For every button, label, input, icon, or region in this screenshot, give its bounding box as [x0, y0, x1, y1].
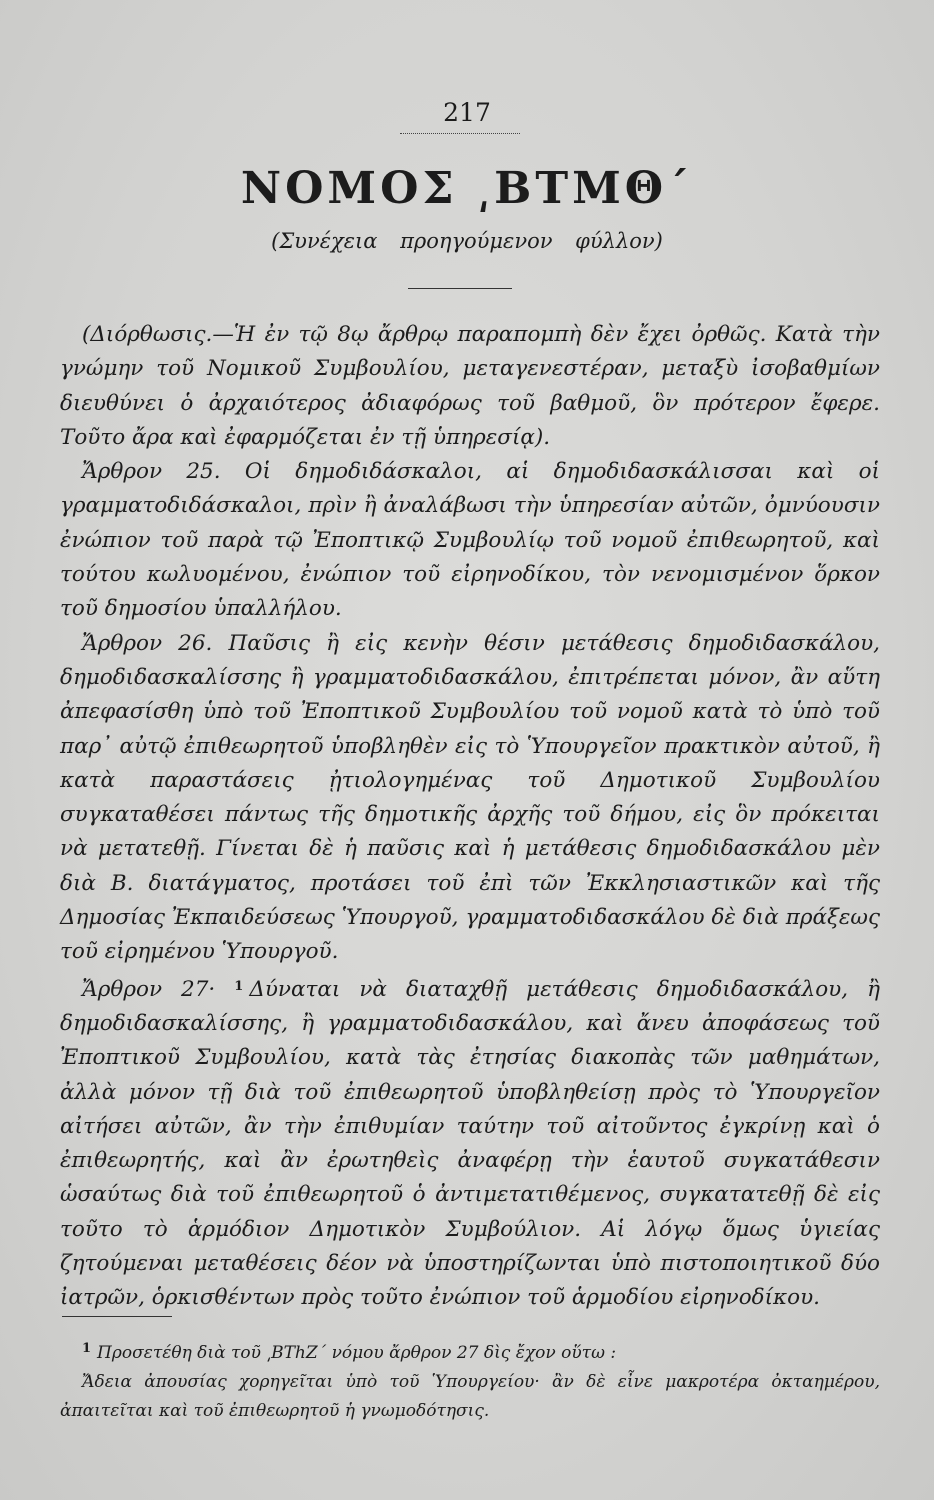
footnotes	[60, 1334, 880, 1426]
footnote-text-1: Προσετέθη διὰ τοῦ ͵ΒΤhZ΄ νόμου ἄρθρον 27 δὶς ἔχον οὕτω :	[97, 1343, 617, 1363]
title-rule	[408, 288, 512, 289]
footnote-mark: 1	[82, 1341, 92, 1356]
article-27-text: Δύναται νὰ διαταχθῇ μετάθεσις δημοδιδασκάλου, ἢ δημοδιδασκαλίσσης, ἢ γραμματοδιδασκάλου, καὶ ἄνευ ἀποφάσεως τοῦ Ἐποπτικοῦ Συμβουλίου, κατὰ τὰς ἐτησίας διακοπὰς τῶν μαθημάτων, ἀλλὰ μόνον τῇ διὰ τοῦ ἐπιθεωρητοῦ ὑποβληθείσῃ πρὸς τὸ Ὑπουργεῖον αἰτήσει αὐτῶν, ἂν τὴν ἐπιθυμίαν ταύτην τοῦ αἰτοῦντος ἐγκρίνῃ καὶ ὁ ἐπιθεωρητής, καὶ ἂν ἐρωτηθεὶς ἀναφέρῃ τὴν ἑαυτοῦ συγκατάθεσιν ὡσαύτως διὰ τοῦ ἐπιθεωρητοῦ ὁ ἀντιμετατιθέμενος, συγκατατεθῇ δὲ εἰς τοῦτο τὸ ἁρμόδιον Δημοτικὸν Συμβούλιον. Αἱ λόγῳ ὅμως ὑγιείας ζητούμεναι μεταθέσεις δέον νὰ ὑποστηρίζωνται ὑπὸ πιστοποιητικοῦ δύο ἰατρῶν, ὁρκισθέντων πρὸς τοῦτο ἐνώπιον τοῦ ἁρμοδίου εἰρηνοδίκου.	[60, 976, 880, 1311]
law-title: ΝΟΜΟΣ ͵ΒΤΜΘ΄	[240, 163, 694, 214]
paragraph-article-25: Ἄρθρον 25. Οἱ δημοδιδάσκαλοι, αἱ δημοδιδασκάλισσαι καὶ οἱ γραμματοδιδάσκαλοι, πρὶν ἢ ἀναλάβωσι τὴν ὑπηρεσίαν αὐτῶν, ὀμνύουσιν ἐνώπιον τοῦ παρὰ τῷ Ἐποπτικῷ Συμβουλίῳ τοῦ νομοῦ ἐπιθεωρητοῦ, καὶ τούτου κωλυομένου, ἐνώπιον τοῦ εἰρηνοδίκου, τὸν νενομισμένον ὅρκον τοῦ δημοσίου ὑπαλλήλου.	[60, 459, 880, 622]
footnote-rule	[62, 1316, 172, 1317]
footnote-line-1	[60, 1334, 880, 1368]
paragraph-correction: (Διόρθωσις.—Ἡ ἐν τῷ 8ῳ ἄρθρῳ παραπομπὴ δὲν ἔχει ὀρθῶς. Κατὰ τὴν γνώμην τοῦ Νομικοῦ Συμβουλίου, μεταγενεστέραν, μεταξὺ ἰσοβαθμίων διευθύνει ὁ ἀρχαιότερος ἀδιαφόρως τοῦ βαθμοῦ, ὃν πρότερον ἔφερε. Τοῦτο ἄρα καὶ ἐφαρμόζεται ἐν τῇ ὑπηρεσίᾳ).	[60, 322, 880, 450]
footnote-reference: 1	[234, 978, 244, 994]
page-number: 217	[443, 98, 491, 127]
header-rule	[400, 133, 520, 134]
body-text	[60, 318, 880, 1316]
paragraph-article-26: Ἄρθρον 26. Παῦσις ἢ εἰς κενὴν θέσιν μετάθεσις δημοδιδασκάλου, δημοδιδασκαλίσσης ἢ γραμματοδιδασκάλου, ἐπιτρέπεται μόνον, ἂν αὕτη ἀπεφασίσθη ὑπὸ τοῦ Ἐποπτικοῦ Συμβουλίου τοῦ νομοῦ κατὰ τὸ ὑπὸ τοῦ παρ᾽ αὐτῷ ἐπιθεωρητοῦ ὑποβληθὲν εἰς τὸ Ὑπουργεῖον πρακτικὸν αὐτοῦ, ἢ κατὰ παραστάσεις ᾐτιολογημένας τοῦ Δημοτικοῦ Συμβουλίου συγκαταθέσει πάντως τῆς δημοτικῆς ἀρχῆς τοῦ δήμου, εἰς ὃν πρόκειται νὰ μετατεθῇ. Γίνεται δὲ ἡ παῦσις καὶ ἡ μετάθεσις δημοδιδασκάλου μὲν διὰ Β. διατάγματος, προτάσει τοῦ ἐπὶ τῶν Ἐκκλησιαστικῶν καὶ τῆς Δημοσίας Ἐκπαιδεύσεως Ὑπουργοῦ, γραμματοδιδασκάλου δὲ διὰ πράξεως τοῦ εἰρημένου Ὑπουργοῦ.	[60, 630, 880, 965]
paragraph-article-27	[60, 970, 880, 1316]
footnote-line-2: Ἄδεια ἀπουσίας χορηγεῖται ὑπὸ τοῦ Ὑπουργείου· ἂν δὲ εἶνε μακροτέρα ὀκταημέρου, ἀπαιτεῖται καὶ τοῦ ἐπιθεωρητοῦ ἡ γνωμοδότησις.	[60, 1372, 880, 1421]
article-27-heading: Ἄρθρον 27·	[82, 976, 216, 1002]
law-subtitle: (Συνέχεια προηγούμενον φύλλον)	[271, 229, 663, 253]
